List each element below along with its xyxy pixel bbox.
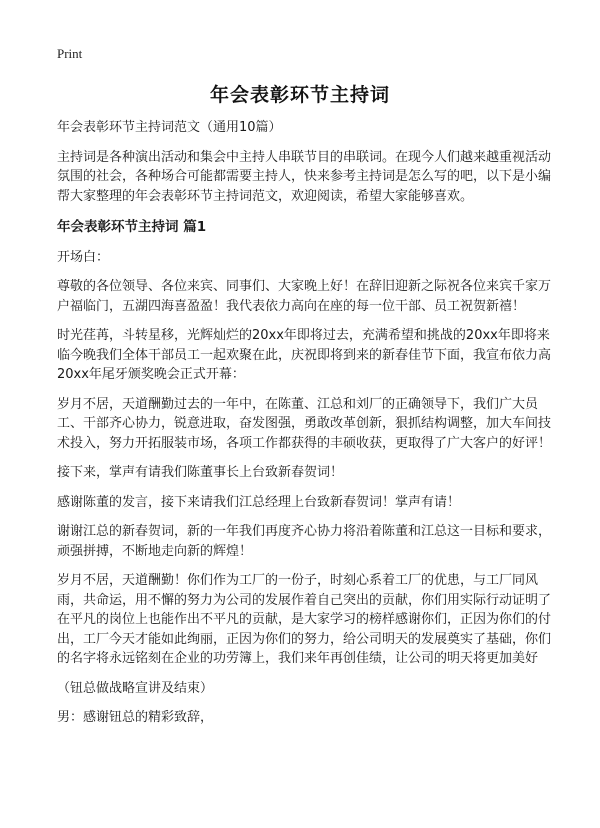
paragraph: 接下来，掌声有请我们陈董事长上台致新春贺词！ — [57, 465, 344, 480]
document-subtitle: 年会表彰环节主持词范文（通用10篇） — [57, 120, 282, 135]
paragraph: 尊敬的各位领导、各位来宾、同事们、大家晚上好！在辞旧迎新之际祝各位来宾千家万户福临门，五湖四海喜盈盈！我代表依力高向在座的每一位干部、员工祝贺新禧！ — [57, 279, 552, 314]
document-body — [57, 118, 553, 738]
paragraph: 岁月不居，天道酬勤！你们作为工厂的一份子，时刻心系着工厂的优患，与工厂同风雨，共命运，用不懈的努力为公司的发展作着自己突出的贡献，你们用实际行动证明了在平凡的岗位上也能作出不平凡的贡献，是大家学习的榜样感谢你们，正因为你们的付出，工厂今天才能如此绚丽，正因为你们的努力，给公司明天的发展奠实了基础，你们的名字将永远铭刻在企业的功劳簿上，我们来年再创佳绩，让公司的明天将更加美好 — [57, 573, 552, 666]
paragraph: （钮总做战略宣讲及结束） — [57, 680, 214, 696]
paragraph: 时光荏苒，斗转星移，光辉灿烂的20xx年即将过去，充满希望和挑战的20xx年即将来临今晚我们全体干部员工一起欢聚在此，庆祝即将到来的新春佳节下面，我宣布依力高20xx年尾牙颁奖晚会正式开幕： — [57, 328, 552, 382]
section-heading: 年会表彰环节主持词 篇1 — [57, 219, 207, 235]
intro-paragraph: 主持词是各种演出活动和集会中主持人串联节目的串联词。在现今人们越来越重视活动氛围的社会，各种场合可能都需要主持人，快来参考主持词是怎么写的吧，以下是小编帮大家整理的年会表彰环节主持词范文，欢迎阅读，希望大家能够喜欢。 — [57, 149, 552, 204]
paragraph: 岁月不居，天道酬勤过去的一年中，在陈董、江总和刘厂的正确领导下，我们广大员工、干部齐心协力，锐意进取，奋发图强，勇敢改革创新，狠抓结构调整，加大车间技术投入，努力开拓服装市场，各项工作都获得的丰硕收获，更取得了广大客户的好评！ — [57, 396, 552, 451]
paragraph: 开场白： — [57, 249, 110, 265]
paragraph: 男：感谢钮总的精彩致辞， — [57, 710, 214, 725]
paragraph: 感谢陈董的发言，接下来请我们江总经理上台致新春贺词！掌声有请！ — [57, 494, 461, 510]
print-link[interactable]: Print — [57, 46, 83, 61]
paragraph: 谢谢江总的新春贺词，新的一年我们再度齐心协力将沿着陈董和江总这一目标和要求，顽强拼搏，不断地走向新的辉煌！ — [57, 524, 552, 559]
page-title: 年会表彰环节主持词 — [209, 84, 390, 106]
